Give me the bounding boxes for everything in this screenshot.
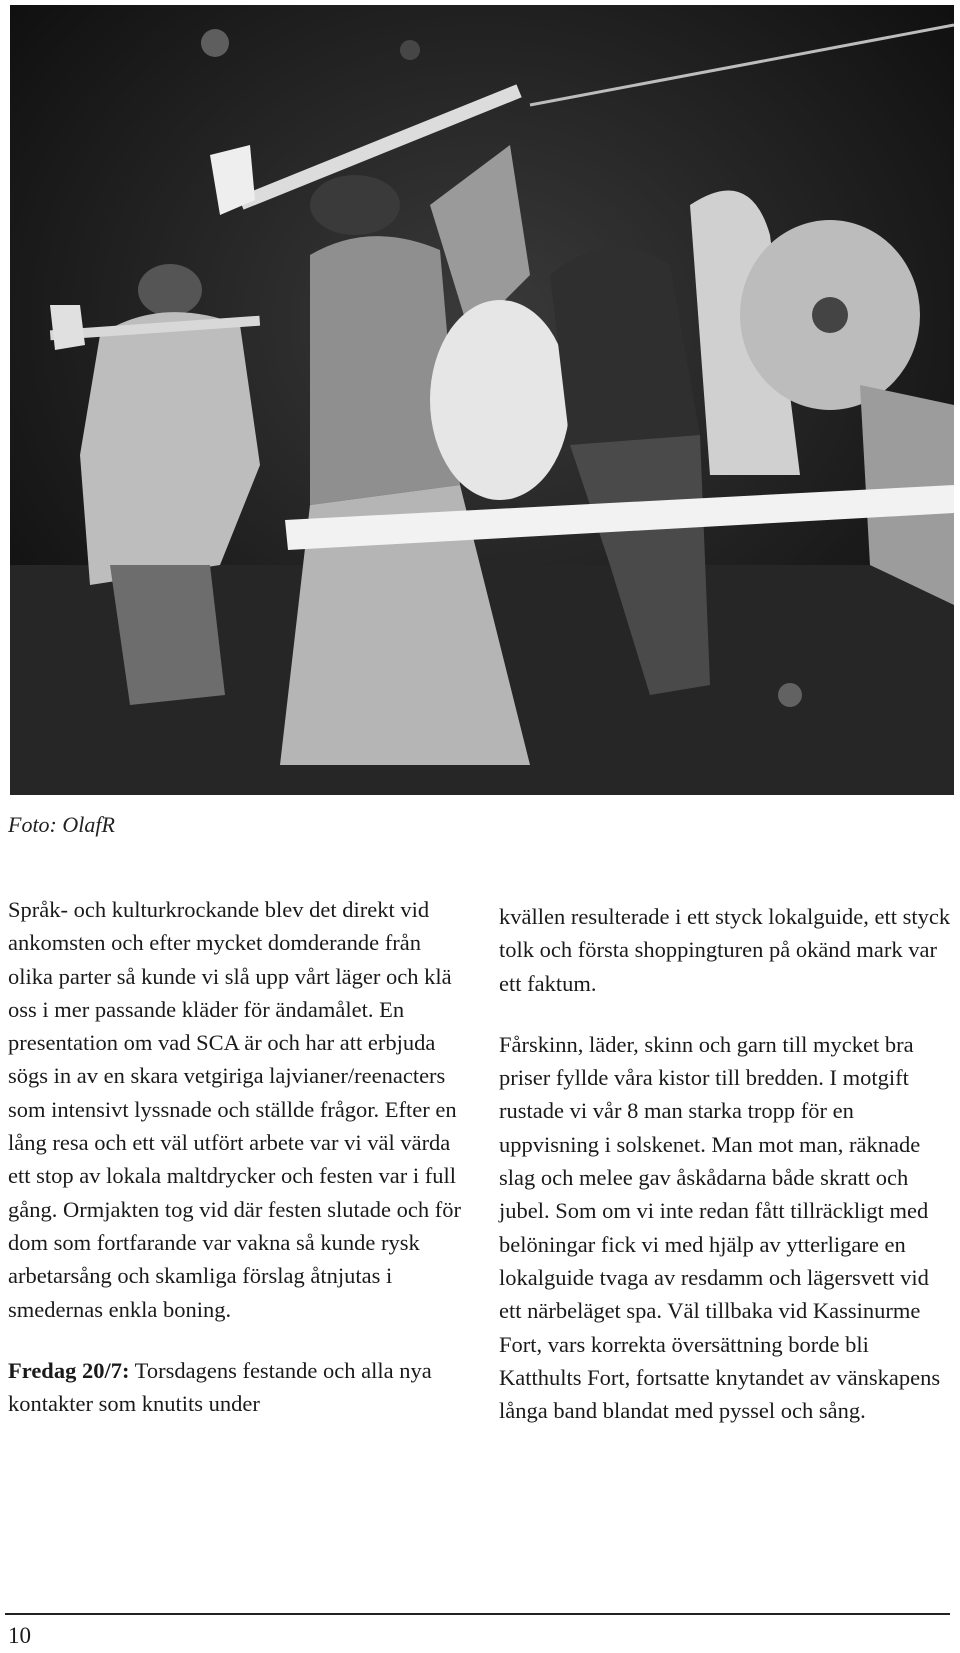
section-heading-fredag: Fredag 20/7: (8, 1357, 130, 1383)
right-column (499, 900, 955, 1427)
photo-caption: Foto: OlafR (8, 812, 115, 837)
battle-photo (10, 5, 954, 795)
right-paragraph-2: Fårskinn, läder, skinn och garn till mycket bra priser fyllde våra kistor till bredden. I motgift rustade vi vår 8 man starka tropp för en uppvisning i solskenet. Man mot man, räknade slag och melee gav åskådarna både skratt och jubel. Som om vi inte redan fått tillräckligt med belöningar fick vi med hjälp av ytterligare en lokalguide tvaga av resdamm och lägersvett vid ett närbeläget spa. Väl tillbaka vid Kassinurme Fort, vars korrekta översättning borde bli Katthults Fort, fortsatte knytandet av vänskapens långa band blandat med pyssel och sång. (499, 1031, 941, 1424)
left-paragraph-2-text: Torsdagens festande och alla nya kontakter som knutits under (8, 1357, 432, 1417)
right-paragraph-1: kvällen resulterade i ett styck lokalguide, ett styck tolk och första shoppingturen på okänd mark var ett faktum. (499, 904, 951, 996)
left-paragraph-1: Språk- och kulturkrockande blev det direkt vid ankomsten och efter mycket domderande från olika parter så kunde vi slå upp vårt läger och klä oss i mer passande kläder för ändamålet. En presentation om vad SCA är och har att erbjuda sögs in av en skara vetgiriga lajvianer/reenacters som intensivt lyssnade och ställde frågor. Efter en lång resa och ett väl utfört arbete var vi väl värda ett stop av lokala maltdrycker och festen var i full gång. Ormjakten tog vid där festen slutade och för dom som fortfarande var vakna så kunde rysk arbetarsång och skamliga förslag åtnjutas i smedernas enkla boning. (8, 897, 461, 1322)
left-column (8, 893, 464, 1420)
left-paragraph-2 (8, 1354, 464, 1421)
footer-rule (5, 1613, 950, 1615)
reenactment-battle-photo-icon (10, 5, 954, 795)
page-number: 10 (8, 1623, 31, 1648)
